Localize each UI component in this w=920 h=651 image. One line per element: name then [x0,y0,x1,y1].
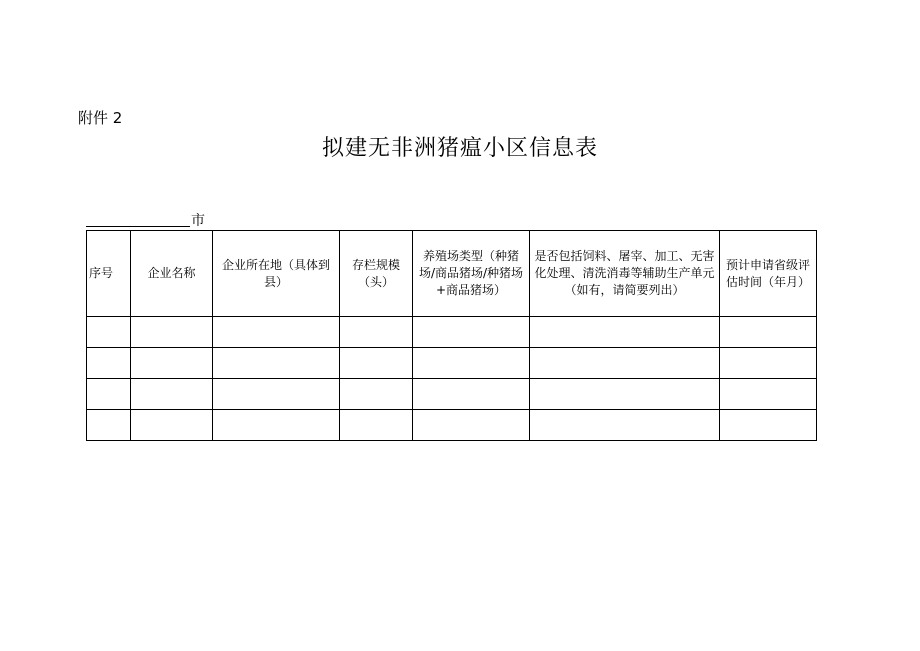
table-header-row [87,231,817,317]
header-stock-scale: 存栏规模（头） [340,231,413,317]
table-cell[interactable] [530,348,720,379]
table-cell[interactable] [720,410,817,441]
page-title: 拟建无非洲猪瘟小区信息表 [321,136,598,161]
city-suffix: 市 [191,213,205,229]
table-cell[interactable] [413,348,530,379]
city-field [86,210,205,230]
table-cell[interactable] [87,317,131,348]
table-cell[interactable] [413,410,530,441]
table-cell[interactable] [213,410,340,441]
table-cell[interactable] [413,317,530,348]
table-cell[interactable] [340,379,413,410]
table-row [87,317,817,348]
table-cell[interactable] [340,348,413,379]
header-serial-no: 序号 [87,231,131,317]
table-row [87,410,817,441]
table-cell[interactable] [87,410,131,441]
table-cell[interactable] [413,379,530,410]
table-cell[interactable] [87,379,131,410]
table-cell[interactable] [131,410,213,441]
table-cell[interactable] [720,379,817,410]
header-company-location: 企业所在地（具体到县） [213,231,340,317]
attachment-label: 附件 2 [78,109,123,127]
table-cell[interactable] [131,379,213,410]
table-cell[interactable] [530,379,720,410]
table-cell[interactable] [720,348,817,379]
header-company-name: 企业名称 [131,231,213,317]
table-cell[interactable] [530,317,720,348]
table-cell[interactable] [213,317,340,348]
table-cell[interactable] [213,379,340,410]
table-cell[interactable] [131,317,213,348]
table-cell[interactable] [340,317,413,348]
header-farm-type: 养殖场类型（种猪场/商品猪场/种猪场+商品猪场） [413,231,530,317]
info-table [86,230,817,441]
table-cell[interactable] [530,410,720,441]
table-row [87,379,817,410]
header-evaluation-time: 预计申请省级评估时间（年月） [720,231,817,317]
table-cell[interactable] [131,348,213,379]
table-row [87,348,817,379]
table-cell[interactable] [340,410,413,441]
header-auxiliary-units: 是否包括饲料、屠宰、加工、无害化处理、清洗消毒等辅助生产单元（如有，请简要列出） [530,231,720,317]
table-cell[interactable] [213,348,340,379]
table-cell[interactable] [87,348,131,379]
table-cell[interactable] [720,317,817,348]
city-blank-line[interactable] [86,226,190,227]
